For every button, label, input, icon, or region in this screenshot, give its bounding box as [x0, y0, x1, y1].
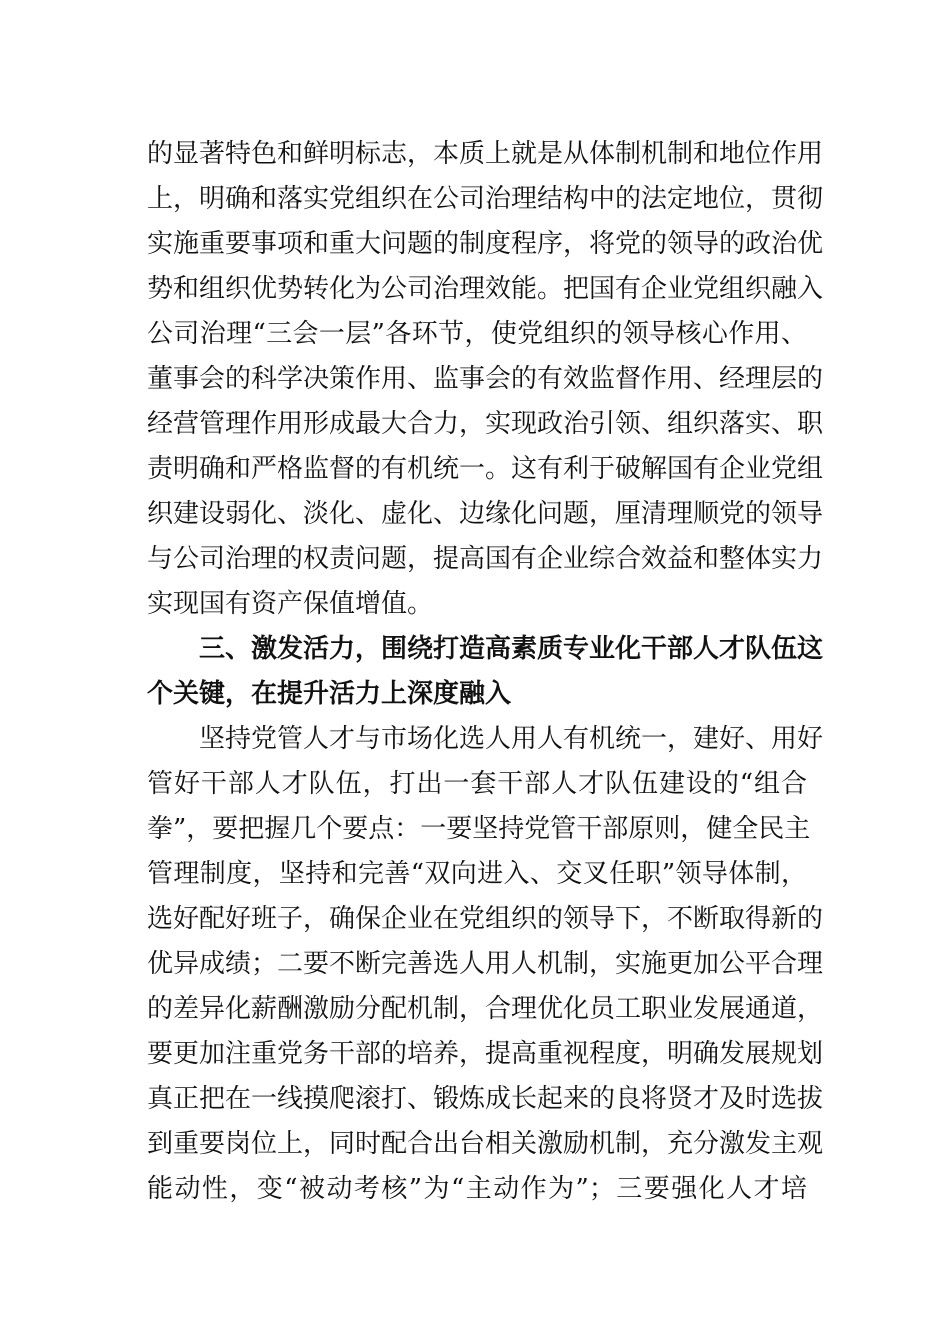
paragraph-line: 公司治理“三会一层”各环节，使党组织的领导核心作用、 — [147, 319, 807, 349]
paragraph-line: 选好配好班子，确保企业在党组织的领导下，不断取得新的 — [147, 904, 824, 934]
paragraph-line: 上，明确和落实党组织在公司治理结构中的法定地位，贯彻 — [147, 184, 824, 214]
paragraph-line: 责明确和严格监督的有机统一。这有利于破解国有企业党组 — [147, 454, 824, 484]
paragraph-line: 拳”，要把握几个要点：一要坚持党管干部原则，健全民主 — [147, 814, 811, 844]
paragraph-line: 实现国有资产保值增值。 — [147, 589, 434, 619]
paragraph-line: 要更加注重党务干部的培养，提高重视程度，明确发展规划 — [147, 1039, 824, 1069]
paragraph-line: 织建设弱化、淡化、虚化、边缘化问题，厘清理顺党的领导 — [147, 499, 824, 529]
paragraph-line: 真正把在一线摸爬滚打、锻炼成长起来的良将贤才及时选拔 — [147, 1084, 824, 1114]
paragraph-line: 实施重要事项和重大问题的制度程序，将党的领导的政治优 — [147, 229, 824, 259]
paragraph-line: 的差异化薪酬激励分配机制，合理优化员工职业发展通道， — [147, 994, 824, 1024]
section-heading: 个关键，在提升活力上深度融入 — [147, 679, 512, 709]
paragraph-line: 董事会的科学决策作用、监事会的有效监督作用、经理层的 — [147, 364, 824, 394]
paragraph-line: 优异成绩；二要不断完善选人用人机制，实施更加公平合理 — [147, 949, 824, 979]
paragraph-line: 管理制度，坚持和完善“双向进入、交叉任职”领导体制， — [147, 859, 807, 889]
paragraph-line: 与公司治理的权责问题，提高国有企业综合效益和整体实力 — [147, 544, 824, 574]
paragraph-line: 经营管理作用形成最大合力，实现政治引领、组织落实、职 — [147, 409, 824, 439]
paragraph-line: 势和组织优势转化为公司治理效能。把国有企业党组织融入 — [147, 274, 824, 304]
paragraph-line: 的显著特色和鲜明标志，本质上就是从体制机制和地位作用 — [147, 139, 824, 169]
paragraph-line: 能动性，变“被动考核”为“主动作为”；三要强化人才培 — [147, 1174, 807, 1204]
paragraph-line: 坚持党管人才与市场化选人用人有机统一，建好、用好 — [199, 724, 824, 754]
paragraph-line: 到重要岗位上，同时配合出台相关激励机制，充分激发主观 — [147, 1129, 824, 1159]
paragraph-line: 管好干部人才队伍，打出一套干部人才队伍建设的“组合 — [147, 769, 807, 799]
section-heading: 三、激发活力，围绕打造高素质专业化干部人才队伍这 — [199, 634, 824, 664]
